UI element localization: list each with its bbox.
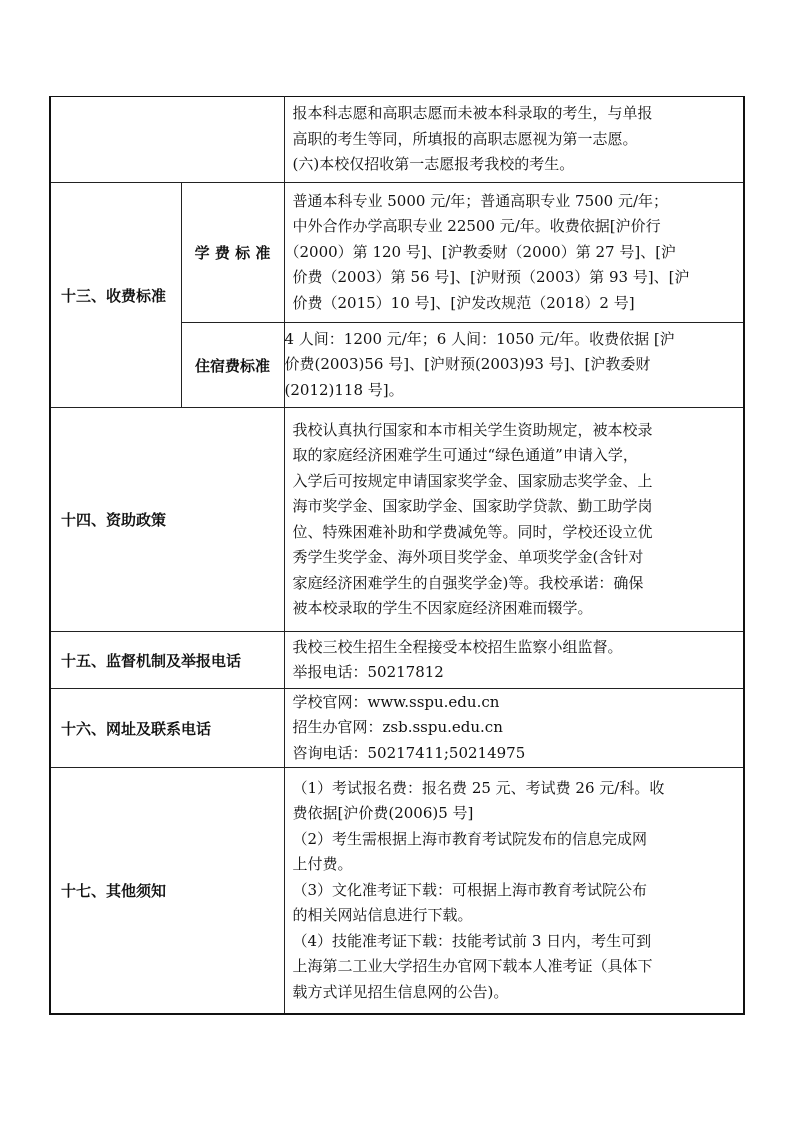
text-line: 取的家庭经济困难学生可通过“绿色通道”申请入学， (292, 446, 638, 464)
supervision-label-cell (50, 632, 284, 689)
website-link[interactable]: 学校官网：www.sspu.edu.cn (292, 692, 500, 711)
aid-content (284, 408, 744, 632)
text-line: 费依据[沪价费(2006)5 号] (292, 804, 474, 822)
text-line: 高职的考生等同，所填报的高职志愿视为第一志愿。 (292, 129, 638, 148)
table-row-continuation (50, 97, 744, 183)
tuition-content (284, 183, 744, 323)
text-line: 入学后可按规定申请国家奖学金、国家励志奖学金、上 (292, 471, 653, 490)
text-line: （4）技能准考证下载：技能考试前 3 日内，考生可到 (292, 931, 652, 950)
notes-label-cell (50, 768, 284, 1014)
lodging-content (284, 323, 744, 408)
contact-label-cell (50, 689, 284, 768)
text-line: 价费（2015）10 号]、[沪发改规范（2018）2 号] (292, 293, 635, 312)
sublabel-tuition: 学 费 标 准 (194, 244, 271, 262)
text-line: (六)本校仅招收第一志愿报考我校的考生。 (292, 155, 575, 174)
aid-label-cell (50, 408, 284, 632)
admission-info-table (49, 96, 745, 1015)
table-row-supervision (50, 632, 744, 689)
text-line: （2）考生需根据上海市教育考试院发布的信息完成网 (292, 829, 648, 848)
table-row-notes (50, 768, 744, 1014)
fees-label-cell (50, 183, 181, 408)
lodging-label-cell (181, 323, 284, 408)
text-line: 价费(2003)56 号]、[沪财预(2003)93 号]、[沪教委财 (284, 355, 651, 374)
table-row-aid (50, 408, 744, 632)
phone-line: 咨询电话：50217411;50214975 (292, 743, 526, 762)
section-label-fees: 十三、收费标准 (61, 286, 167, 305)
contact-content (284, 689, 744, 768)
text-line: 位、特殊困难补助和学费减免等。同时，学校还设立优 (292, 522, 653, 541)
text-line: 上海第二工业大学招生办官网下载本人准考证（具体下 (292, 957, 653, 975)
sublabel-lodging: 住宿费标准 (194, 356, 270, 375)
text-line: （1）考试报名费：报名费 25 元、考试费 26 元/科。收 (292, 778, 665, 797)
text-line: 我校认真执行国家和本市相关学生资助规定，被本校录 (292, 420, 653, 439)
section-label-contact: 十六、网址及联系电话 (61, 719, 212, 738)
text-line: 中外合作办学高职专业 22500 元/年。收费依据[沪价行 (292, 217, 661, 236)
text-line: 我校三校生招生全程接受本校招生监察小组监督。 (292, 637, 623, 656)
text-line: 报本科志愿和高职志愿而未被本科录取的考生，与单报 (292, 104, 653, 123)
text-line: 举报电话：50217812 (292, 663, 444, 681)
text-line: 载方式详见招生信息网的公告)。 (292, 982, 509, 1001)
table-row-contact (50, 689, 744, 768)
text-line: 4 人间：1200 元/年；6 人间：1050 元/年。收费依据 [沪 (284, 329, 675, 348)
text-line: （2000）第 120 号]、[沪教委财（2000）第 27 号]、[沪 (284, 242, 677, 261)
empty-label-cell (50, 97, 284, 183)
text-line: 海市奖学金、国家助学金、国家助学贷款、勤工助学岗 (292, 497, 653, 515)
text-line: 普通本科专业 5000 元/年；普通高职专业 7500 元/年； (292, 191, 669, 210)
text-line: (2012)118 号]。 (284, 380, 404, 399)
section-label-aid: 十四、资助政策 (61, 511, 167, 529)
notes-content (284, 768, 744, 1014)
continuation-content (284, 97, 744, 183)
text-line: 秀学生奖学金、海外项目奖学金、单项奖学金(含针对 (292, 548, 644, 566)
text-line: 家庭经济困难学生的自强奖学金)等。我校承诺：确保 (292, 573, 644, 592)
text-line: 的相关网站信息进行下载。 (292, 906, 473, 924)
table-row-tuition (50, 183, 744, 323)
text-line: 上付费。 (292, 855, 353, 873)
admissions-website-link[interactable]: 招生办官网：zsb.sspu.edu.cn (292, 718, 503, 737)
supervision-content (284, 632, 744, 689)
section-label-supervision: 十五、监督机制及举报电话 (61, 651, 242, 670)
tuition-label-cell (181, 183, 284, 323)
section-label-notes: 十七、其他须知 (61, 881, 167, 900)
text-line: 价费（2003）第 56 号]、[沪财预（2003）第 93 号]、[沪 (292, 268, 690, 287)
text-line: 被本校录取的学生不因家庭经济困难而辍学。 (292, 599, 593, 617)
text-line: （3）文化准考证下载：可根据上海市教育考试院公布 (292, 880, 648, 899)
